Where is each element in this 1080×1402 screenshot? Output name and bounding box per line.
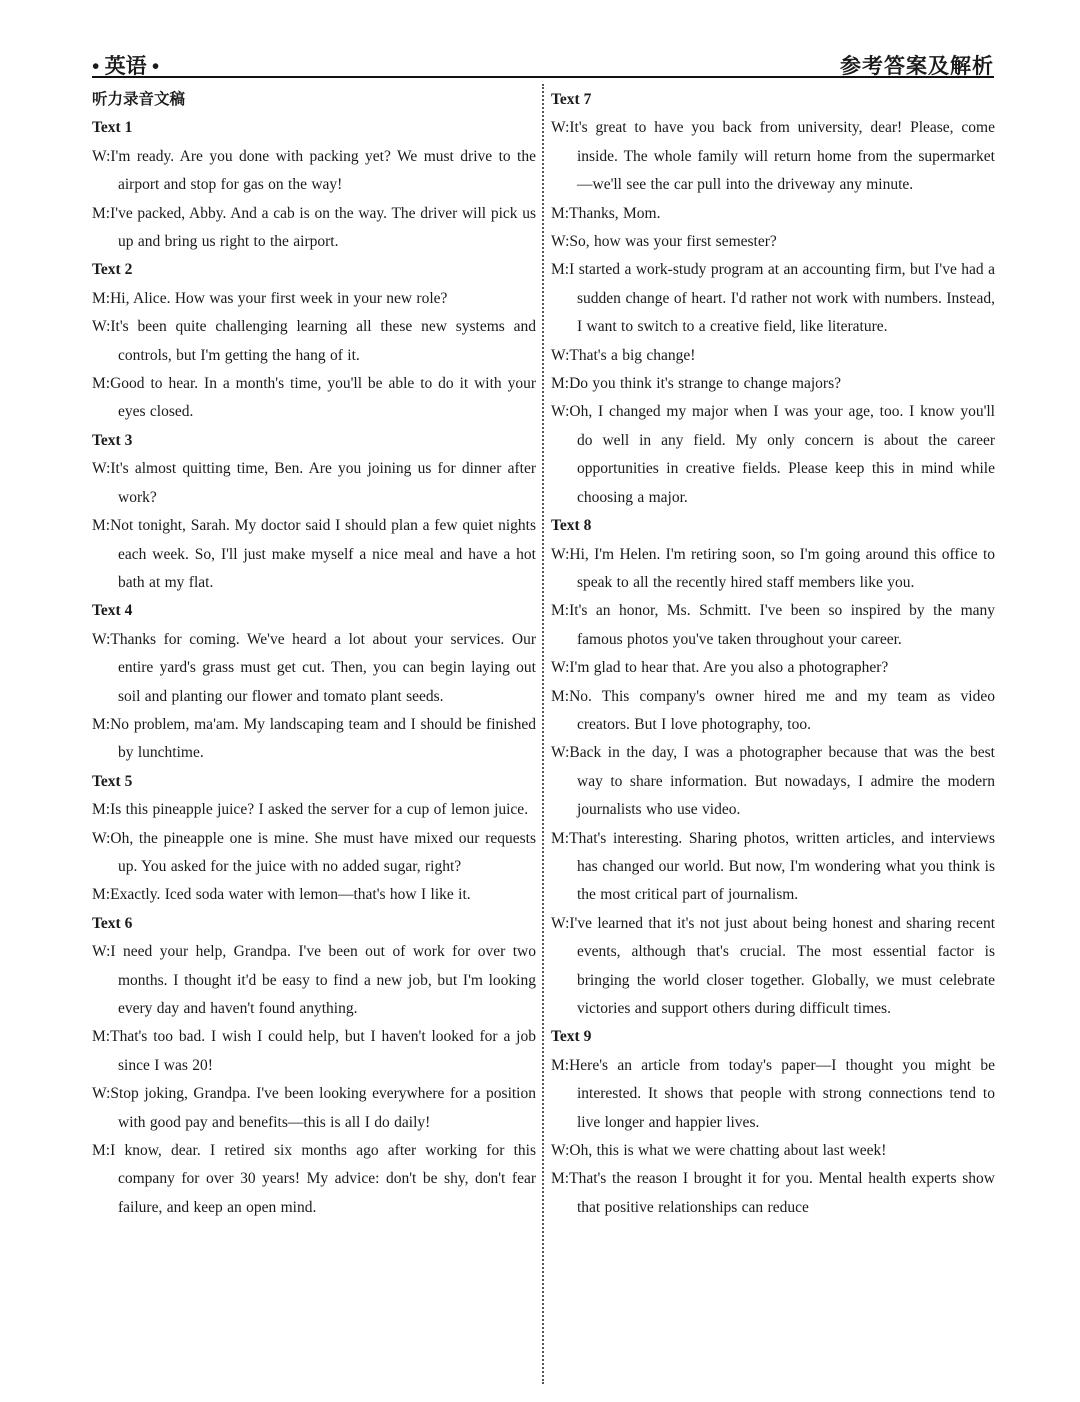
speaker-label: M <box>551 204 565 222</box>
dialogue-line <box>551 370 995 398</box>
dialogue-text: I'm glad to hear that. Are you also a photographer? <box>569 659 889 677</box>
text-heading: Text 7 <box>551 91 592 108</box>
speaker-label: W <box>92 1085 107 1103</box>
speaker-label: M <box>92 517 106 535</box>
speaker-label: M <box>92 204 106 222</box>
speaker-label: M <box>92 375 106 393</box>
speaker-separator: : <box>565 1142 570 1160</box>
text-heading: Text 3 <box>92 431 133 449</box>
dialogue-text: I know, dear. I retired six months ago after working for this company for over 30 years! My advice: don't be shy, don't fear failure, and keep an open mind. <box>110 1142 536 1216</box>
speaker-label: W <box>551 914 566 932</box>
page-header <box>92 48 994 78</box>
dialogue-line <box>551 910 995 1024</box>
dialogue-text: Hi, I'm Helen. I'm retiring soon, so I'm going around this office to speak to all the recently hired staff members like you. <box>569 545 995 591</box>
dialogue-line <box>551 342 995 370</box>
dialogue-text: So, how was your first semester? <box>569 233 777 251</box>
text-heading: Text 4 <box>92 602 133 620</box>
dialogue-line <box>551 541 995 598</box>
transcript-block <box>92 768 536 910</box>
speaker-separator: : <box>105 517 111 535</box>
right-texts <box>551 86 995 1222</box>
dialogue-text: Thanks, Mom. <box>569 204 661 222</box>
speaker-separator: : <box>564 204 570 222</box>
speaker-label: W <box>92 147 107 165</box>
dialogue-text: It's great to have you back from university, dear! Please, come inside. The whole family will return home from the supermarket—we'll see the car pull into the driveway any minute. <box>569 119 995 194</box>
header-section-title: 参考答案及解析 <box>840 54 994 78</box>
dialogue-line <box>551 739 995 824</box>
dialogue-line <box>551 654 995 682</box>
dialogue-text: Here's an article from today's paper—I thought you might be interested. It shows that people with strong connections tend to live longer and happier lives. <box>569 1056 995 1131</box>
dialogue-text: It's almost quitting time, Ben. Are you joining us for dinner after work? <box>110 460 536 506</box>
dialogue-text: Good to hear. In a month's time, you'll be able to do it with your eyes closed. <box>110 375 536 421</box>
speaker-label: W <box>92 630 107 648</box>
dialogue-text: Do you think it's strange to change majors? <box>569 375 841 393</box>
speaker-separator: : <box>105 1028 111 1046</box>
speaker-label: M <box>92 886 106 904</box>
speaker-separator: : <box>565 346 570 364</box>
dialogue-text: Is this pineapple juice? I asked the server for a cup of lemon juice. <box>110 801 529 819</box>
dialogue-line <box>92 938 536 1023</box>
speaker-separator: : <box>105 204 111 222</box>
text-heading: Text 9 <box>551 1028 592 1046</box>
speaker-separator: : <box>105 715 111 733</box>
dialogue-text: Stop joking, Grandpa. I've been looking everywhere for a position with good pay and benefits—this is all I do daily! <box>110 1085 536 1131</box>
dialogue-text: Oh, the pineapple one is mine. She must have mixed our requests up. You asked for the juice with no added sugar, right? <box>110 829 536 875</box>
speaker-label: W <box>92 943 107 961</box>
speaker-label: W <box>92 460 107 478</box>
speaker-label: M <box>92 801 106 819</box>
speaker-separator: : <box>106 943 111 961</box>
speaker-label: M <box>92 1028 106 1046</box>
transcript-block <box>551 512 995 1023</box>
dialogue-line <box>92 455 536 512</box>
transcript-block <box>92 910 536 1222</box>
speaker-label: W <box>551 346 566 364</box>
column-divider <box>542 84 544 1384</box>
transcript-block <box>92 427 536 597</box>
speaker-separator: : <box>565 744 570 762</box>
dialogue-text: Thanks for coming. We've heard a lot about your services. Our entire yard's grass must get cut. Then, you can begin laying out soil and planting our flower and tomato plant seeds. <box>110 630 536 705</box>
dialogue-line <box>551 683 995 740</box>
dialogue-text: Oh, I changed my major when I was your age, too. I know you'll do well in any field. My only concern is about the career opportunities in creative fields. Please keep this in mind while choosing a major. <box>569 403 995 506</box>
dialogue-line <box>92 1080 536 1137</box>
transcript-block <box>92 597 536 767</box>
dialogue-text: That's the reason I brought it for you. Mental health experts show that positive relationships can reduce <box>569 1170 995 1216</box>
left-texts <box>92 114 536 1222</box>
speaker-separator: : <box>565 403 570 421</box>
speaker-label: W <box>551 1142 566 1160</box>
dialogue-text: That's interesting. Sharing photos, written articles, and interviews has changed our world. But now, I'm wondering what you think is the most critical part of journalism. <box>569 829 995 904</box>
dialogue-text: It's an honor, Ms. Schmitt. I've been so inspired by the many famous photos you've taken throughout your career. <box>569 602 995 648</box>
dialogue-text: I've learned that it's not just about being honest and sharing recent events, although that's crucial. The most essential factor is bringing the world closer together. Globally, we must celebrate victories and support others during difficult times. <box>569 914 995 1017</box>
speaker-label: W <box>551 233 566 251</box>
speaker-label: M <box>551 687 565 705</box>
dialogue-line <box>92 825 536 882</box>
dialogue-text: Hi, Alice. How was your first week in your new role? <box>110 289 448 307</box>
dialogue-line <box>551 1137 995 1165</box>
transcript-block <box>92 114 536 256</box>
speaker-separator: : <box>564 1170 570 1188</box>
speaker-separator: : <box>565 914 570 932</box>
speaker-label: M <box>551 375 565 393</box>
speaker-separator: : <box>105 801 111 819</box>
speaker-separator: : <box>565 659 570 677</box>
dialogue-text: No. This company's owner hired me and my team as video creators. But I love photography, too. <box>569 687 995 733</box>
speaker-label: M <box>551 1056 565 1074</box>
dialogue-text: Back in the day, I was a photographer because that was the best way to share information. But nowadays, I admire the modern journalists who use video. <box>569 744 995 819</box>
dialogue-line <box>551 398 995 512</box>
speaker-label: M <box>92 1142 106 1160</box>
dialogue-line <box>92 143 536 200</box>
dialogue-text: No problem, ma'am. My landscaping team and I should be finished by lunchtime. <box>110 715 536 762</box>
dialogue-line <box>92 626 536 711</box>
dialogue-line <box>92 711 536 768</box>
section-title: 听力录音文稿 <box>92 91 186 108</box>
speaker-label: W <box>551 744 566 762</box>
speaker-separator: : <box>565 119 570 137</box>
speaker-separator: : <box>105 289 111 307</box>
speaker-separator: : <box>106 147 111 165</box>
dialogue-text: That's a big change! <box>569 346 696 364</box>
dialogue-text: I started a work-study program at an accounting firm, but I've had a sudden change of heart. I'd rather not work with numbers. Instead, I want to switch to a creative field, like literature. <box>569 261 995 336</box>
dialogue-text: That's too bad. I wish I could help, but I haven't looked for a job since I was 20! <box>110 1028 536 1074</box>
dialogue-line <box>92 285 536 313</box>
speaker-label: M <box>551 602 565 620</box>
dialogue-line <box>551 1052 995 1137</box>
dialogue-text: Not tonight, Sarah. My doctor said I should plan a few quiet nights each week. So, I'll just make myself a nice meal and have a hot bath at my flat. <box>110 517 536 591</box>
transcript-block <box>551 1023 995 1222</box>
dialogue-line <box>551 200 995 228</box>
dialogue-line <box>551 256 995 341</box>
text-heading: Text 8 <box>551 517 592 535</box>
speaker-separator: : <box>106 318 111 336</box>
dialogue-line <box>92 1137 536 1222</box>
text-heading: Text 2 <box>92 261 133 279</box>
speaker-label: M <box>551 829 565 847</box>
dialogue-line <box>92 200 536 257</box>
dialogue-text: Exactly. Iced soda water with lemon—that's how I like it. <box>110 886 471 904</box>
left-column <box>92 86 536 1386</box>
speaker-label: W <box>92 318 107 336</box>
transcript-block <box>92 256 536 426</box>
text-heading: Text 1 <box>92 119 133 137</box>
speaker-label: M <box>92 715 106 733</box>
dialogue-text: I'm ready. Are you done with packing yet? We must drive to the airport and stop for gas on the way! <box>110 147 536 194</box>
dialogue-line <box>92 512 536 597</box>
dialogue-line <box>551 228 995 256</box>
speaker-separator: : <box>564 687 570 705</box>
dialogue-line <box>551 1165 995 1222</box>
dialogue-line <box>92 796 536 824</box>
speaker-separator: : <box>106 460 111 478</box>
speaker-label: W <box>92 829 107 847</box>
dialogue-line <box>92 881 536 909</box>
speaker-label: M <box>92 289 106 307</box>
transcript-block <box>551 86 995 512</box>
dialogue-line <box>551 114 995 199</box>
header-rule <box>92 76 994 78</box>
speaker-separator: : <box>565 233 570 251</box>
speaker-separator: : <box>106 630 111 648</box>
text-heading: Text 6 <box>92 914 133 932</box>
dialogue-text: I need your help, Grandpa. I've been out of work for over two months. I thought it'd be easy to find a new job, but I'm looking every day and haven't found anything. <box>110 943 536 1017</box>
speaker-label: W <box>551 403 566 421</box>
speaker-separator: : <box>564 1056 570 1074</box>
dialogue-line <box>92 313 536 370</box>
header-subject: • 英语 • <box>92 54 160 78</box>
speaker-label: M <box>551 261 565 279</box>
speaker-separator: : <box>564 602 570 620</box>
text-heading: Text 5 <box>92 772 133 790</box>
right-column <box>551 86 995 1386</box>
speaker-separator: : <box>105 375 111 393</box>
speaker-label: W <box>551 545 566 563</box>
speaker-separator: : <box>564 261 570 279</box>
speaker-separator: : <box>106 829 111 847</box>
speaker-label: W <box>551 659 566 677</box>
speaker-separator: : <box>105 1142 111 1160</box>
dialogue-line <box>551 597 995 654</box>
dialogue-line <box>92 370 536 427</box>
dialogue-text: Oh, this is what we were chatting about last week! <box>569 1142 887 1160</box>
speaker-label: W <box>551 119 566 137</box>
dialogue-line <box>551 825 995 910</box>
speaker-separator: : <box>564 375 570 393</box>
dialogue-text: I've packed, Abby. And a cab is on the way. The driver will pick us up and bring us right to the airport. <box>110 204 536 251</box>
speaker-separator: : <box>564 829 570 847</box>
dialogue-text: It's been quite challenging learning all these new systems and controls, but I'm getting the hang of it. <box>110 318 536 364</box>
dialogue-line <box>92 1023 536 1080</box>
speaker-separator: : <box>105 886 111 904</box>
speaker-separator: : <box>106 1085 111 1103</box>
speaker-separator: : <box>565 545 570 563</box>
speaker-label: M <box>551 1170 565 1188</box>
